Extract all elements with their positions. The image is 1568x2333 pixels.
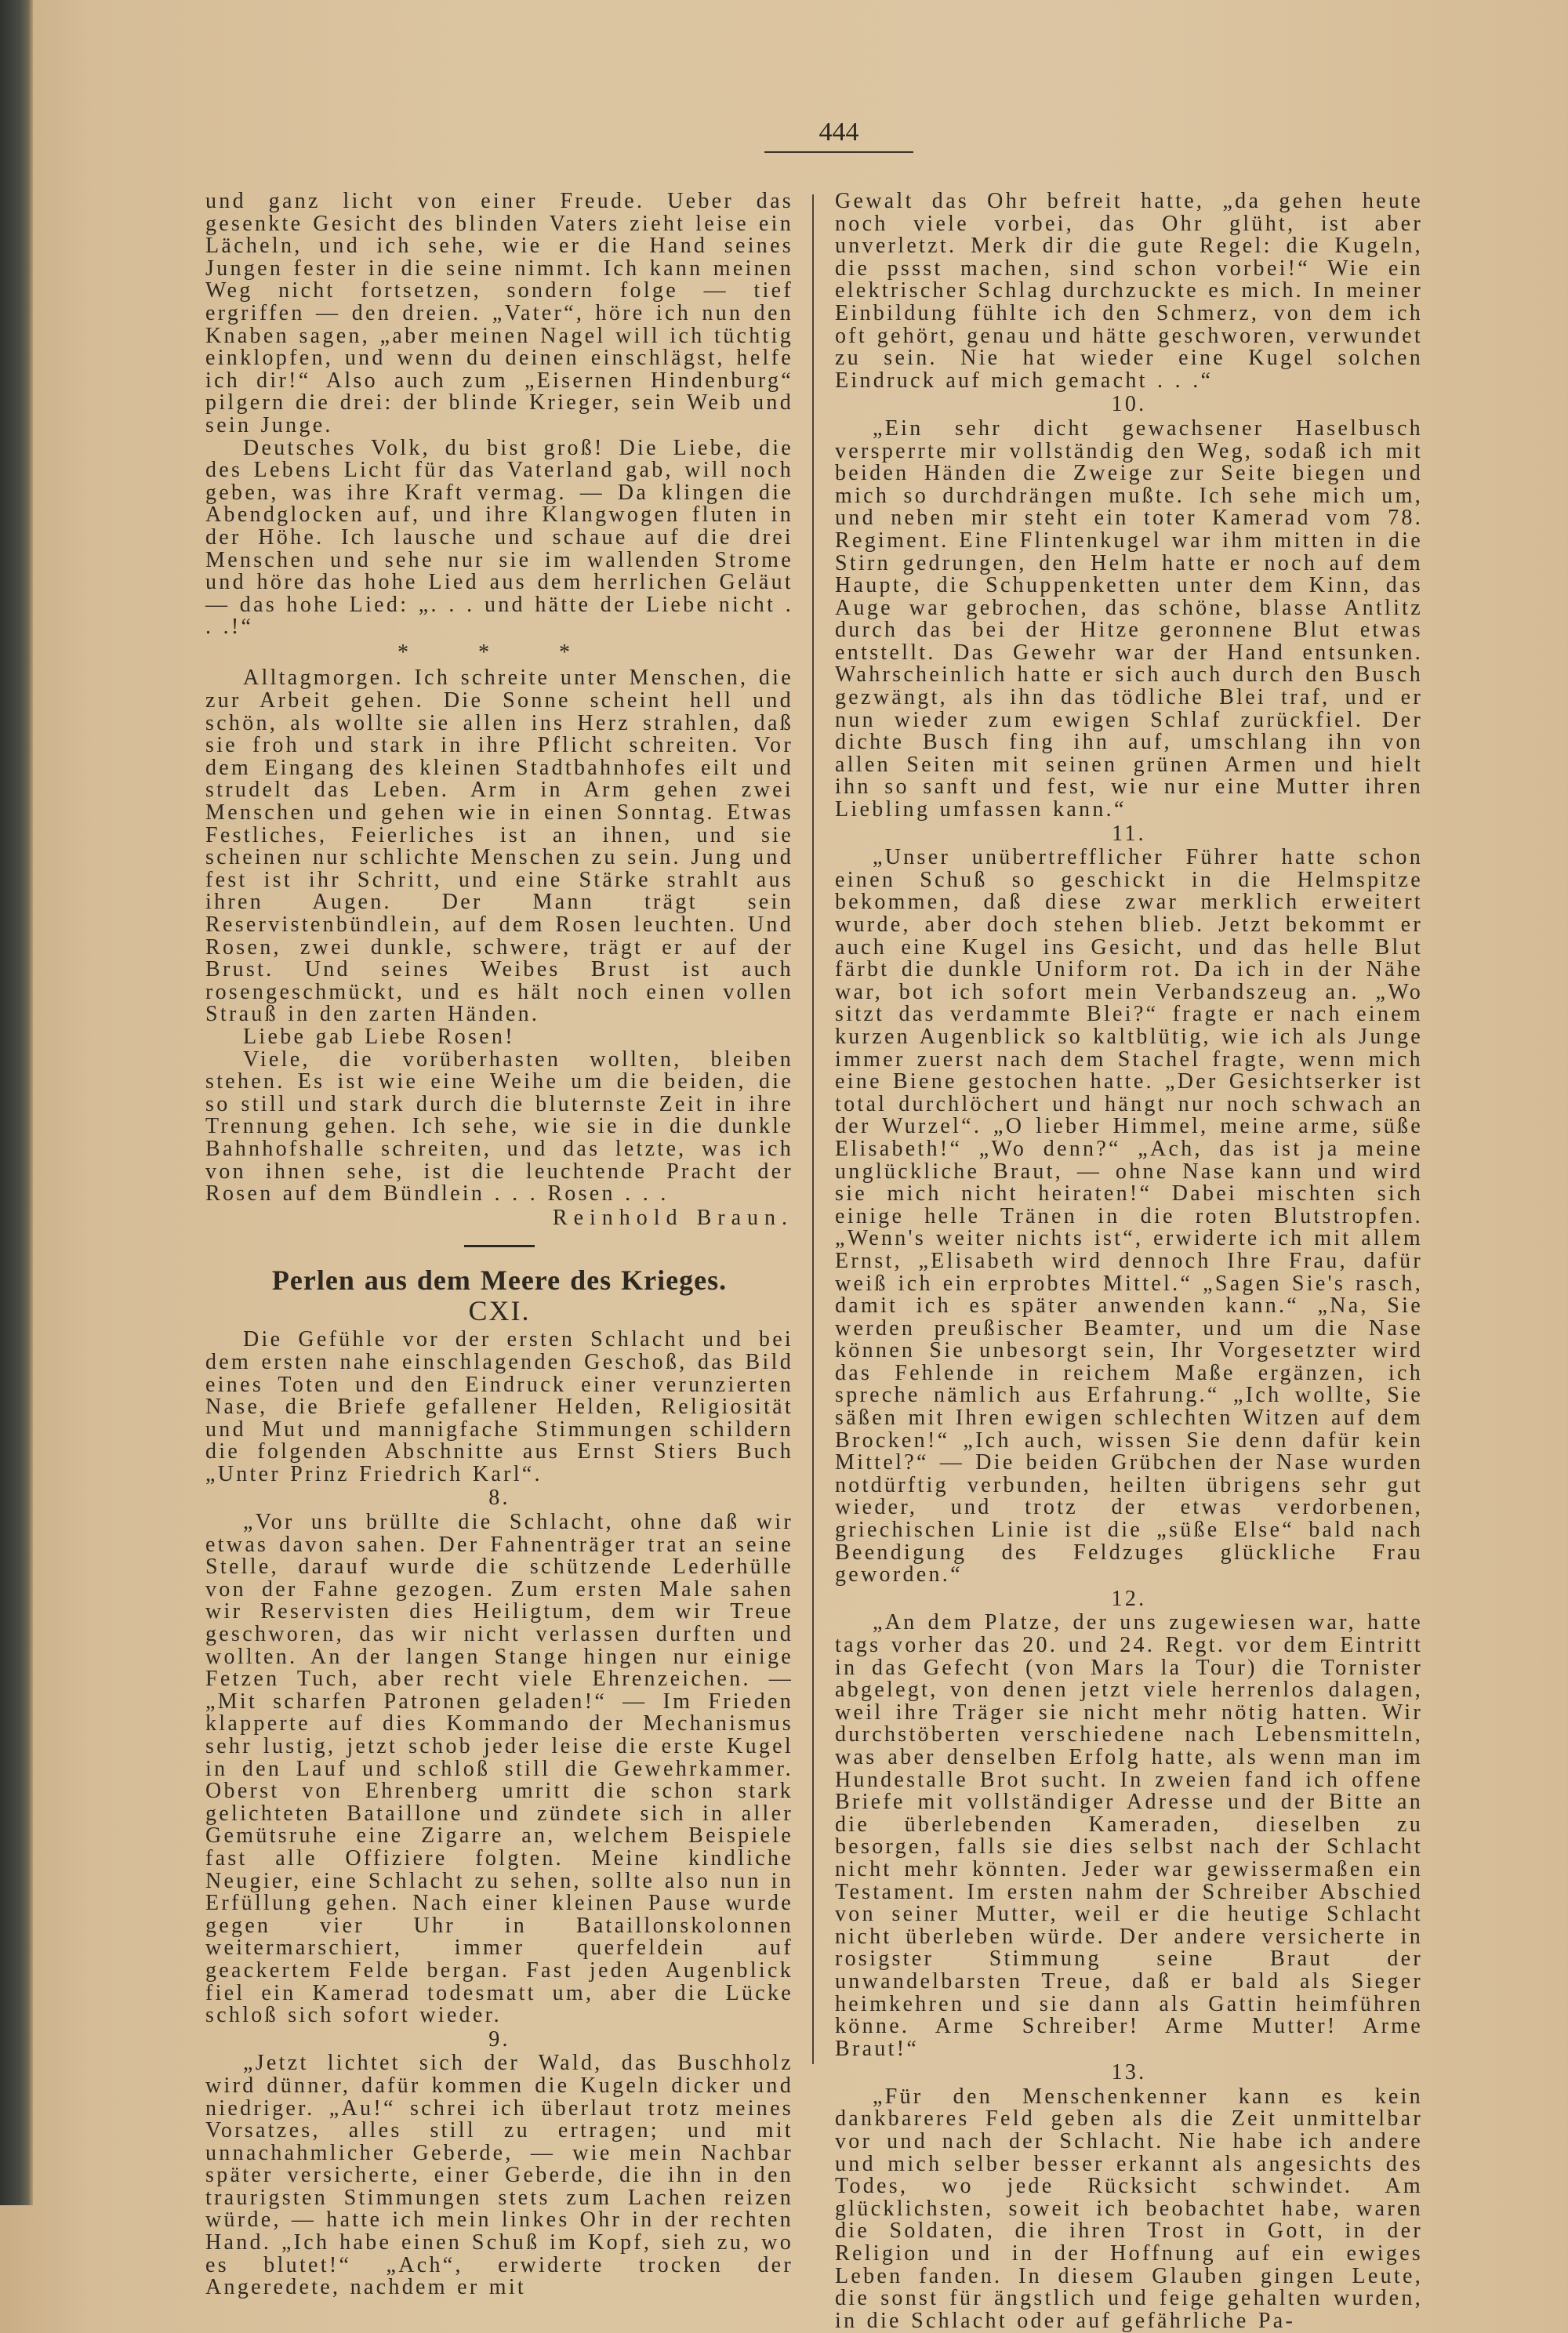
paragraph: Alltagmorgen. Ich schreite unter Menschen, die zur Arbeit gehen. Die Sonne scheint hell und schön, als wollte sie allen ins Herz strahlen, daß sie froh und stark in ihre Pflicht schreiten. Vor dem Eingang des kleinen Stadtbahnhofes eilt und strudelt das Leben. Arm in Arm gehen zwei Menschen und gehen wie in einen Sonntag. Etwas Festliches, Feierliches ist an ihnen, und sie scheinen nur schlichte Menschen zu sein. Jung und fest ist ihr Schritt, und eine Stärke strahlt aus ihren Augen. Der Mann trägt sein Reservistenbündlein, auf dem Rosen leuchten. Und Rosen, zwei dunkle, schwere, trägt er auf der Brust. Und seines Weibes Brust ist auch rosengeschmückt, und es hält noch einen vollen Strauß in den zarten Händen. xyxy=(205,666,793,1027)
paragraph: Deutsches Volk, du bist groß! Die Liebe, die des Lebens Licht für das Vaterland gab, will noch geben, was ihre Kraft vermag. — Da klingen die Abendglocken auf, und ihre Klangwogen fluten in der Höhe. Ich lausche und schaue auf die drei Menschen und sehe nur sie im wallenden Strome und höre das hohe Lied aus dem herrlichen Geläut — das hohe Lied: „. . . und hätte der Liebe nicht . . .!“ xyxy=(205,435,793,640)
section-number: 11. xyxy=(1112,821,1146,846)
section-number: 8. xyxy=(488,1486,510,1511)
article-intro: Die Gefühle vor der ersten Schlacht und bei dem ersten nahe einschlagenden Geschoß, das Bild eines Toten und den Eindruck einer verunzierten Nase, die Briefe gefallener Helden, Religiosität und Mut und mannigfache Stimmungen schildern die folgenden Abschnitte aus Ernst Stiers Buch „Unter Prinz Friedrich Karl“. xyxy=(205,1327,793,1486)
article-divider xyxy=(464,1245,535,1247)
article-number: CXI. xyxy=(468,1295,531,1327)
column-divider xyxy=(812,194,814,2064)
author-signature: Reinhold Braun. xyxy=(552,1205,793,1230)
section-number: 12. xyxy=(1111,1586,1147,1611)
paragraph: und ganz licht von einer Freude. Ueber das gesenkte Gesicht des blinden Vaters zieht leise ein Lächeln, und ich sehe, wie er die Hand seines Jungen fester in die seine nimmt. Ich kann meinen Weg nicht fortsetzen, sondern folge — tief ergriffen — den dreien. „Vater“, höre ich nun den Knaben sagen, „aber meinen Nagel will ich tüchtig einklopfen, und wenn du deinen einschlägst, helfe ich dir!“ Also auch zum „Eisernen Hindenburg“ pilgern die drei: der blinde Krieger, sein Weib und sein Junge. xyxy=(205,189,793,437)
paragraph: Viele, die vorüberhasten wollten, bleiben stehen. Es ist wie eine Weihe um die beiden, die so still und stark durch die bluternste Zeit in ihre Trennung gehen. Ich sehe, wie sie in die dunkle Bahnhofshalle schreiten, und das letzte, was ich von ihnen sehe, ist die leuchtende Pracht der Rosen auf dem Bündlein . . . Rosen . . . xyxy=(205,1047,793,1206)
section-number: 10. xyxy=(1111,392,1147,417)
paragraph: „Vor uns brüllte die Schlacht, ohne daß wir etwas davon sahen. Der Fahnenträger trat an seine Stelle, darauf wurde die schützende Lederhülle von der Fahne gezogen. Zum ersten Male sahen wir Reservisten dies Heiligtum, dem wir Treue geschworen, das wir nicht verlassen durften und wollten. An der langen Stange hingen nur einige Fetzen Tuch, aber recht viele Ehrenzeichen. — „Mit scharfen Patronen geladen!“ — Im Frieden klapperte auf dies Kommando der Mechanismus sehr lustig, jetzt schob jeder leise die erste Kugel in den Lauf und schloß still die Gewehrkammer. Oberst von Ehrenberg umritt die schon stark gelichteten Bataillone und zündete sich in aller Gemütsruhe eine Zigarre an, welchem Beispiele fast alle Offiziere folgten. Meine kindliche Neugier, eine Schlacht zu sehen, sollte also nun in Erfüllung gehen. Nach einer kleinen Pause wurde gegen vier Uhr in Bataillonskolonnen weitermarschiert, immer querfeldein auf geackertem Felde bergan. Fast jeden Augenblick fiel ein Kamerad todesmatt um, aber die Lücke schloß sich sofort wieder. xyxy=(205,1510,793,2028)
paragraph: „Für den Menschenkenner kann es kein dankbareres Feld geben als die Zeit unmittelbar vor und nach der Schlacht. Nie habe ich andere und mich selber besser erkannt als angesichts des Todes, wo jede Rücksicht schwindet. Am glücklichsten, soweit ich beobachtet habe, waren die Soldaten, die ihren Trost in Gott, in der Religion und in der Hoffnung auf ein ewiges Leben fanden. In diesem Glauben gingen Leute, die sonst für ängstlich und feige gehalten wurden, in die Schlacht oder auf gefährliche Pa- xyxy=(835,2084,1423,2333)
article-title: Perlen aus dem Meere des Krieges. xyxy=(271,1264,728,1297)
page-number-rule xyxy=(764,151,913,153)
section-number: 9. xyxy=(488,2026,510,2052)
paragraph: Gewalt das Ohr befreit hatte, „da gehen heute noch viele vorbei, das Ohr glüht, ist aber unverletzt. Merk dir die gute Regel: die Kugeln, die pssst machen, sind schon vorbei!“ Wie ein elektrischer Schlag durchzuckte es mich. In meiner Einbildung fühlte ich den Schmerz, von dem ich oft gehört, genau und hätte geschworen, verwundet zu sein. Nie hat wieder eine Kugel solchen Eindruck auf mich gemacht . . .“ xyxy=(835,189,1423,393)
section-separator-stars: * * * xyxy=(397,640,601,665)
right-column xyxy=(835,190,1423,2332)
book-binding-edge xyxy=(0,0,33,2205)
section-number: 13. xyxy=(1111,2060,1147,2085)
paragraph: „Unser unübertrefflicher Führer hatte schon einen Schuß so geschickt in die Helmspitze bekommen, daß diese zwar merklich erweitert wurde, aber doch stehen blieb. Jetzt bekommt er auch eine Kugel ins Gesicht, und das helle Blut färbt die dunkle Uniform rot. Da ich in der Nähe war, bot ich sofort mein Verbandszeug an. „Wo sitzt das verdammte Blei?“ fragte er nach einem kurzen Augenblick so kaltblütig, wie ich als Junge immer zuerst nach dem Stachel fragte, wenn mich eine Biene gestochen hatte. „Der Gesichtserker ist total durchlöchert und hängt nur noch schwach an der Wurzel“. „O lieber Himmel, meine arme, süße Elisabeth!“ „Wo denn?“ „Ach, das ist ja meine unglückliche Braut, — ohne Nase kann und wird sie mich nicht heiraten!“ Dabei mischten sich einige helle Tränen in die roten Blutstropfen. „Wenn's weiter nichts ist“, erwiderte ich mit allem Ernst, „Elisabeth wird dennoch Ihre Frau, dafür weiß ich ein erprobtes Mittel.“ „Sagen Sie's rasch, damit ich es später anwenden kann.“ „Na, Sie werden preußischer Beamter, und um die Nase können Sie unbesorgt sein, Ihr Vorgesetzter wird das Fehlende in reichem Maße ergänzen, ich spreche nämlich aus Erfahrung.“ „Ich wollte, Sie säßen mit Ihren ewigen schlechten Witzen auf dem Brocken!“ „Ich auch, wissen Sie denn dafür kein Mittel?“ — Die beiden Grübchen der Nase wurden notdürftig verbunden, heilten übrigens sehr gut wieder, und trotz der etwas verdorbenen, griechischen Linie ist die „süße Else“ bald nach Beendigung des Feldzuges glückliche Frau geworden.“ xyxy=(835,845,1423,1587)
left-column xyxy=(205,190,793,2299)
page-number: 444 xyxy=(818,118,859,147)
paragraph: „An dem Platze, der uns zugewiesen war, hatte tags vorher das 20. und 24. Regt. vor dem Eintritt in das Gefecht (von Mars la Tour) die Tornister abgelegt, von denen jetzt viele herrenlos dalagen, weil ihre Träger sie nicht mehr nötig hatten. Wir durchstöberten verschiedene nach Lebensmitteln, was aber denselben Erfolg hatte, als wenn man im Hundestalle Brot sucht. In zweien fand ich offene Briefe mit vollständiger Adresse und der Bitte an die überlebenden Kameraden, dieselben zu besorgen, falls sie dies selbst nach der Schlacht nicht mehr könnten. Jeder war gewissermaßen ein Testament. Im ersten nahm der Schreiber Abschied von seiner Mutter, weil er die heutige Schlacht nicht überleben würde. Der andere versicherte in rosigster Stimmung seine Braut der unwandelbarsten Treue, daß er bald als Sieger heimkehren und sie dann als Gattin heimführen könne. Arme Schreiber! Arme Mutter! Arme Braut!“ xyxy=(835,1610,1423,2061)
paragraph: „Ein sehr dicht gewachsener Haselbusch versperrte mir vollständig den Weg, sodaß ich mit beiden Händen die Zweige zur Seite biegen und mich so durchdrängen mußte. Ich sehe mich um, und neben mir steht ein toter Kamerad vom 78. Regiment. Eine Flintenkugel war ihm mitten in die Stirn gedrungen, den Helm hatte er noch auf dem Haupte, die Schuppenketten unter dem Kinn, das Auge war gebrochen, das schöne, blasse Antlitz durch das bei der Hitze geronnene Blut etwas entstellt. Das Gewehr war der Hand entsunken. Wahrscheinlich hatte er sich auch durch den Busch gezwängt, als ihn das tödliche Blei traf, und er nun wieder zum ewigen Schlaf zurückfiel. Der dichte Busch fing ihn auf, umschlang ihn von allen Seiten mit seinen grünen Armen und hielt ihn so sanft und fest, wie nur eine Mutter ihren Liebling umfassen kann.“ xyxy=(835,415,1423,822)
paragraph: Liebe gab Liebe Rosen! xyxy=(243,1024,515,1049)
paragraph: „Jetzt lichtet sich der Wald, das Buschholz wird dünner, dafür kommen die Kugeln dicker und niedriger. „Au!“ schrei ich überlaut trotz meines Vorsatzes, alles still zu ertragen; und mit unnachahmlicher Geberde, — wie mein Nachbar später versicherte, einer Geberde, die ihn in den traurigsten Stimmungen stets zum Lachen reizen würde, — hatte ich mein linkes Ohr in der rechten Hand. „Ich habe einen Schuß im Kopf, sieh zu, wo es blutet!“ „Ach“, erwiderte trocken der Angeredete, nachdem er mit xyxy=(205,2051,793,2300)
